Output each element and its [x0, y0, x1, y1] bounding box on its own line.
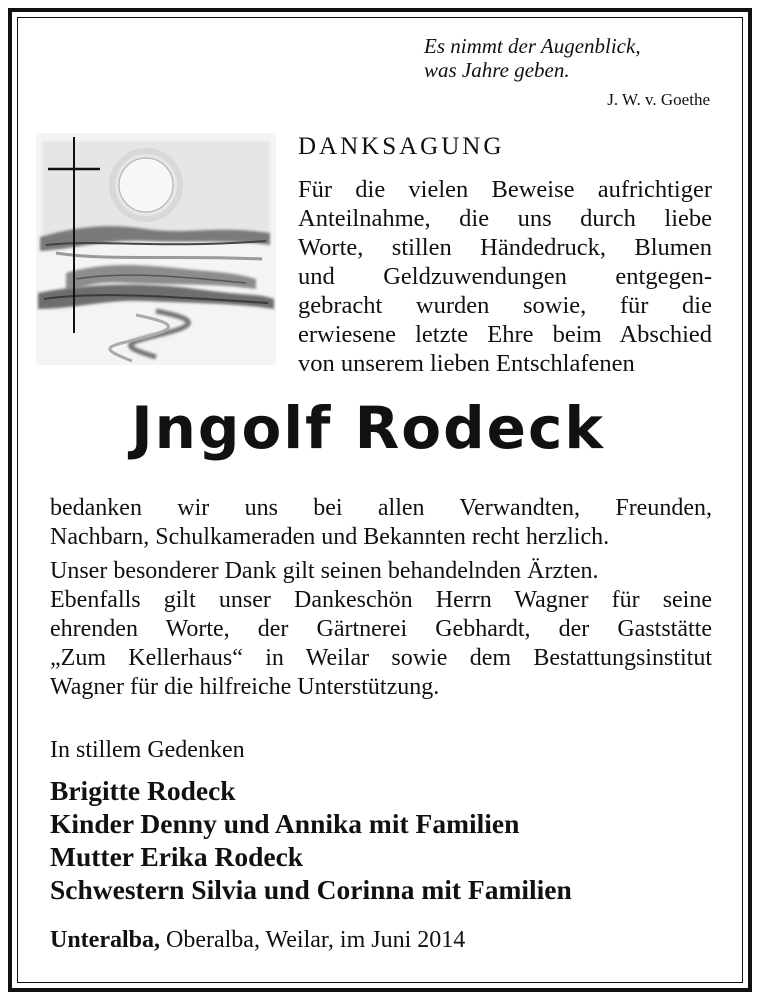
signer: Schwestern Silvia und Corinna mit Familien: [50, 874, 572, 905]
intro-text: [298, 175, 712, 378]
deceased-name: Jngolf Rodeck: [131, 394, 605, 462]
signer: Brigitte Rodeck: [50, 775, 236, 806]
goethe-quote: [392, 34, 712, 82]
place-date-line: [50, 926, 465, 954]
quote-line-1: Es nimmt der Augenblick,: [424, 34, 641, 58]
body-line: ehrenden Worte, der Gärtnerei Gebhardt, der Gaststätte: [50, 616, 712, 642]
intro-line: gebracht wurden sowie, für die: [298, 292, 712, 319]
footer-place-bold: Unteralba,: [50, 927, 160, 953]
body-line: „Zum Kellerhaus“ in Weilar sowie dem Bestattungsinstitut: [50, 645, 712, 671]
signer: Mutter Erika Rodeck: [50, 841, 304, 872]
intro-line: von unserem lieben Entschlafenen: [298, 350, 635, 377]
greeting: In stillem Gedenken: [50, 737, 245, 763]
body-line: Wagner für die hilfreiche Unterstützung.: [50, 674, 440, 700]
signers-list: [50, 774, 572, 906]
intro-line: Worte, stillen Händedruck, Blumen: [298, 234, 712, 261]
intro-line: erwiesene letzte Ehre beim Abschied: [298, 321, 712, 348]
cross-landscape-sun-icon: [36, 133, 276, 365]
thanks-body: [50, 494, 712, 702]
cross-landscape-illustration: [36, 133, 276, 365]
quote-line-2: was Jahre geben.: [424, 58, 570, 82]
intro-line: und Geldzuwendungen entgegen-: [298, 263, 712, 290]
body-line: Unser besonderer Dank gilt seinen behandelnden Ärzten.: [50, 558, 599, 584]
intro-line: Anteilnahme, die uns durch liebe: [298, 205, 712, 232]
body-line: Ebenfalls gilt unser Dankeschön Herrn Wagner für seine: [50, 587, 712, 613]
footer-rest: Oberalba, Weilar, im Juni 2014: [160, 927, 466, 953]
intro-line: Für die vielen Beweise aufrichtiger: [298, 176, 712, 203]
body-line: Nachbarn, Schulkameraden und Bekannten recht herzlich.: [50, 524, 610, 550]
signer: Kinder Denny und Annika mit Familien: [50, 808, 520, 839]
heading-danksagung: DANKSAGUNG: [298, 133, 505, 160]
quote-attribution: J. W. v. Goethe: [607, 90, 710, 109]
body-line: bedanken wir uns bei allen Verwandten, Freunden,: [50, 495, 712, 521]
